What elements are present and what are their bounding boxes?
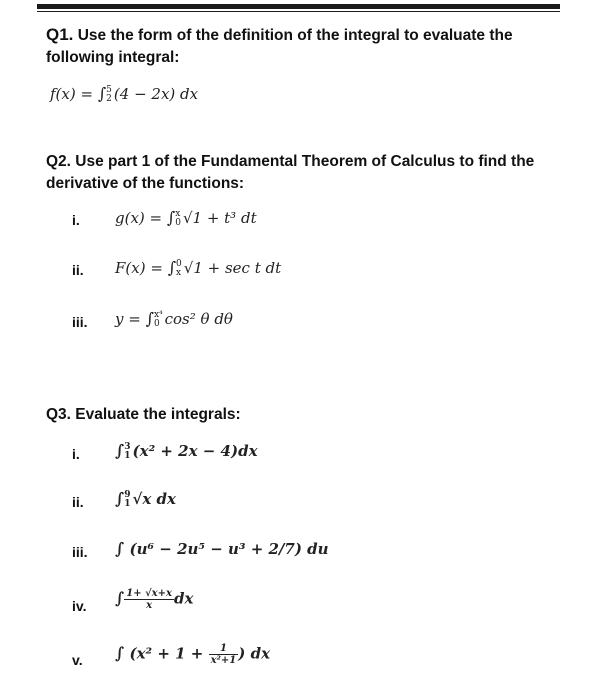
q3-v-denominator: x²+1 [210, 655, 237, 666]
q3-v-start: (x² + 1 + [129, 644, 209, 663]
q3-item-label: iii. [72, 544, 88, 560]
q2-i-lower: 0 [175, 218, 181, 228]
q2-ii-lhs: F(x) = [115, 259, 168, 277]
q1-text-line1: Use the form of the definition of the integral to evaluate the [73, 27, 513, 44]
q3-iv-tail: dx [173, 589, 194, 608]
q3-heading: Q3. Evaluate the integrals: [46, 406, 241, 423]
q3-item-label: ii. [72, 494, 84, 510]
q3-item-formula: ∫ 3 1 (x² + 2x − 4)dx [115, 441, 258, 461]
q1-integrand: (4 − 2x) dx [113, 85, 199, 103]
q1-upper: 5 [106, 85, 112, 95]
q3-v-numerator: 1 [209, 643, 239, 655]
q3-item-formula: ∫ 9 1 √x dx [115, 489, 176, 509]
q2-i-upper: x [175, 209, 181, 219]
q2-item-label: iii. [72, 314, 88, 330]
q3-v-tail: ) dx [238, 644, 271, 663]
q2-ii-integrand: √1 + sec t dt [183, 259, 282, 277]
q1-heading [46, 24, 513, 69]
q1-lhs: f(x) = [50, 85, 98, 103]
q2-item-label: ii. [72, 262, 84, 278]
q2-text-line2: derivative of the functions: [46, 175, 245, 192]
q2-iii-lower: 0 [153, 319, 160, 329]
q2-i-lhs: g(x) = [115, 209, 167, 227]
q1-number: Q1. [46, 25, 74, 44]
q1-lower: 2 [106, 94, 112, 104]
q3-item-label: iv. [72, 598, 87, 614]
q2-item-label: i. [72, 212, 80, 228]
q2-item-formula: F(x) = ∫ 0 x √1 + sec t dt [115, 258, 282, 278]
q3-item-formula: ∫ (u⁶ − 2u⁵ − u³ + 2/7) du [115, 539, 329, 558]
q3-iv-denominator: x [146, 600, 153, 611]
q2-iii-upper: x⁴ [153, 310, 163, 320]
q3-item-label: v. [72, 652, 83, 668]
top-rule-thick [37, 4, 560, 9]
q2-item-formula: g(x) = ∫ x 0 √1 + t³ dt [115, 208, 257, 228]
q3-iv-numerator: 1+ √x+x [126, 588, 172, 599]
q3-iii-integrand: (u⁶ − 2u⁵ − u³ + 2/7) du [129, 540, 329, 558]
q3-i-integrand: (x² + 2x − 4)dx [132, 442, 258, 460]
q3-item-formula: ∫ (x² + 1 + $\frac{1}{\text{x²+1}}$ ) dx [115, 643, 271, 666]
q3-i-lower: 1 [124, 451, 131, 461]
q2-ii-upper: 0 [176, 259, 182, 269]
q1-formula: f(x) = ∫ 5 2 (4 − 2x) dx [50, 84, 199, 104]
q3-item-formula: ∫ $\frac{1+ √x+x}{x}$ dx [115, 588, 194, 611]
q3-ii-lower: 1 [124, 499, 131, 509]
q3-ii-upper: 9 [124, 490, 131, 500]
q2-i-integrand: √1 + t³ dt [182, 209, 257, 227]
q2-text-line1: Q2. Use part 1 of the Fundamental Theorem of Calculus to find the [46, 153, 535, 170]
q2-item-formula: y = ∫ x⁴ 0 cos² θ dθ [115, 309, 233, 329]
q2-ii-lower: x [176, 268, 182, 278]
q3-ii-integrand: √x dx [132, 490, 176, 508]
q3-i-upper: 3 [124, 442, 131, 452]
q3-item-label: i. [72, 446, 80, 462]
q1-text-line2: following integral: [46, 49, 180, 66]
top-rule-thin [37, 11, 560, 12]
q2-iii-lhs: y = [115, 310, 146, 328]
q2-heading [46, 151, 534, 195]
q2-iii-integrand: cos² θ dθ [164, 310, 233, 328]
